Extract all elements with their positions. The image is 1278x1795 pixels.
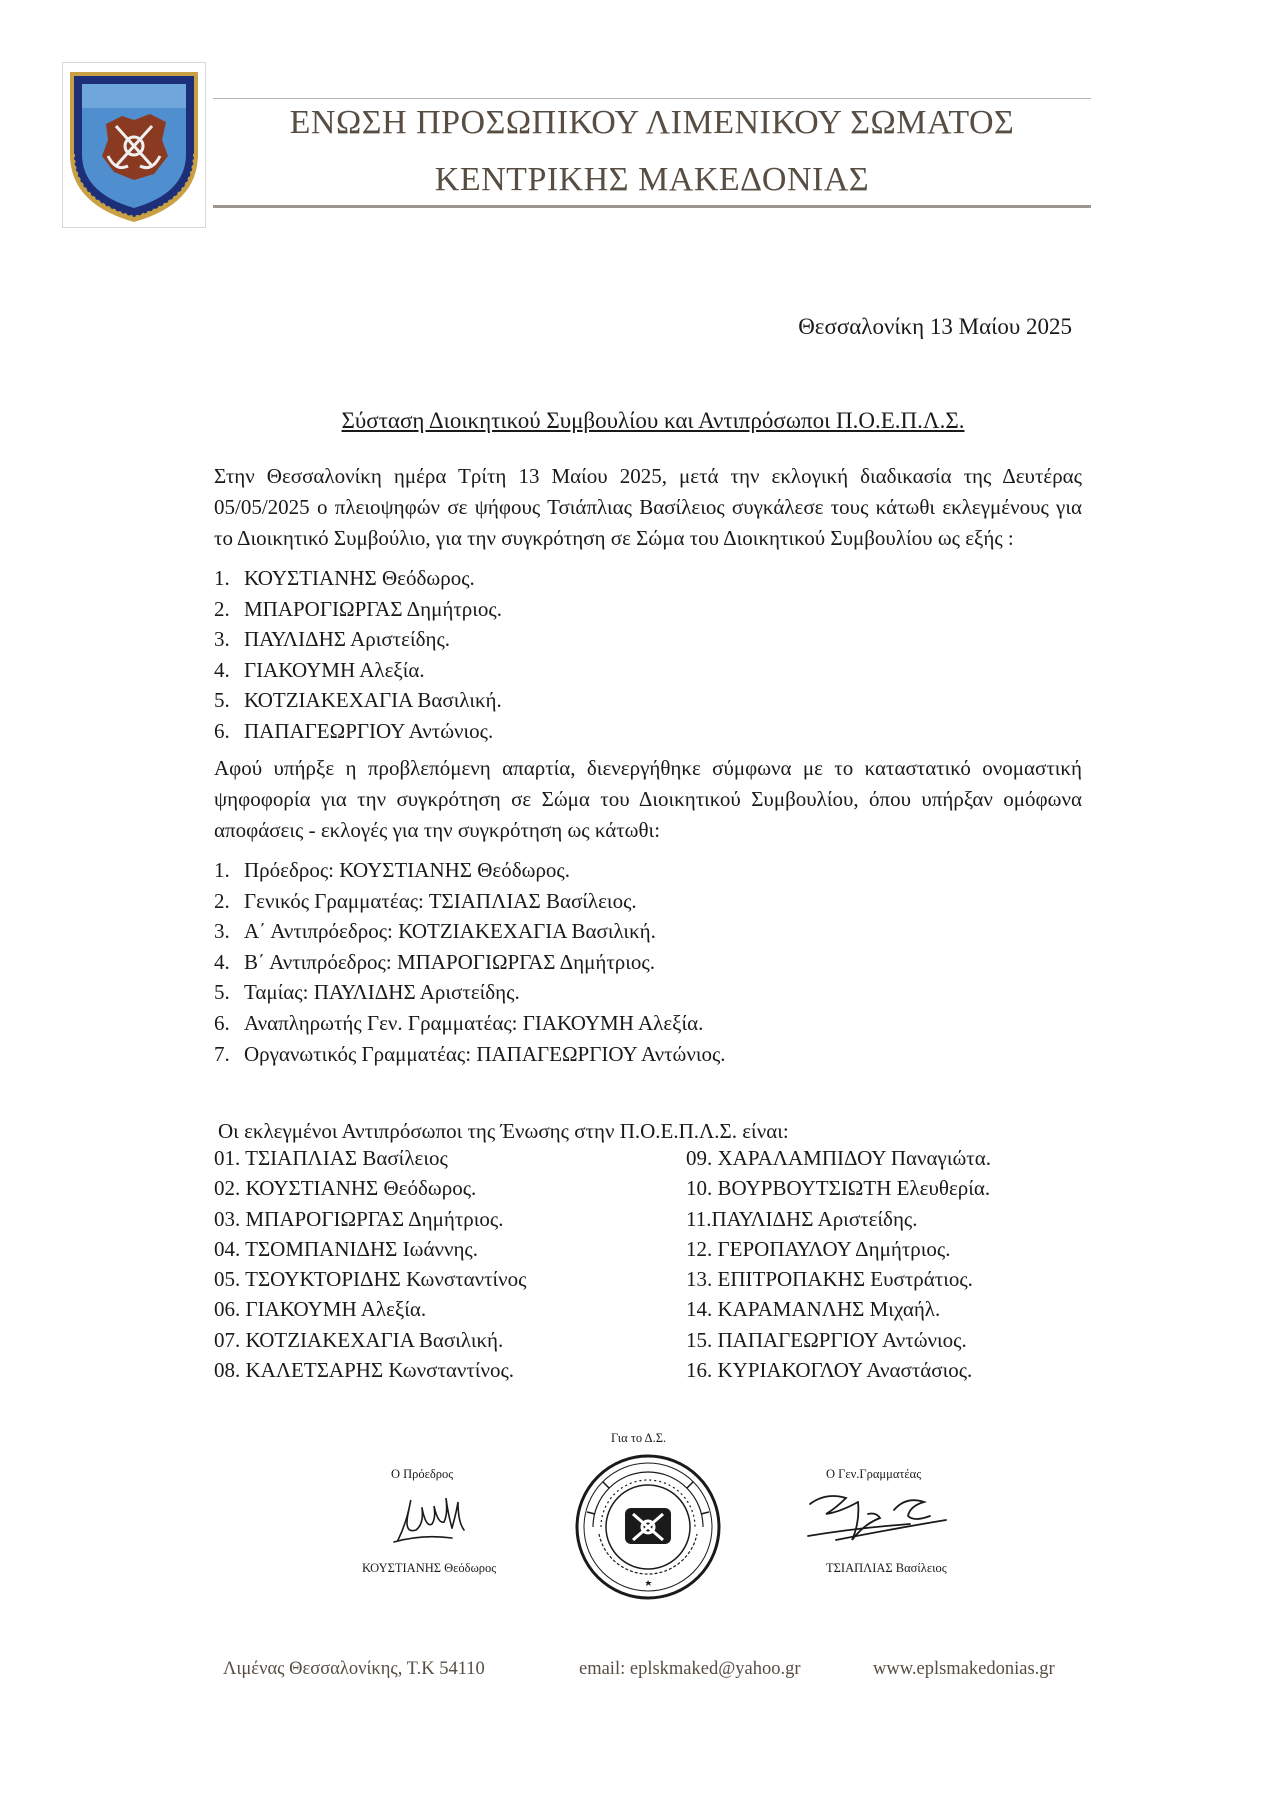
footer-email: email: eplskmaked@yahoo.gr xyxy=(579,1659,801,1679)
elected-members-list xyxy=(214,563,1082,747)
footer-address: Λιμένας Θεσσαλονίκης, Τ.Κ 54110 xyxy=(223,1659,485,1679)
list-item: 10. ΒΟΥΡΒΟΥΤΣΙΩΤΗ Ελευθερία. xyxy=(686,1176,991,1201)
organization-name-line1: ΕΝΩΣΗ ΠΡΟΣΩΠΙΚΟΥ ΛΙΜΕΝΙΚΟΥ ΣΩΜΑΤΟΣ xyxy=(289,104,1015,141)
list-item: 3. ΠΑΥΛΙΔΗΣ Αριστείδης. xyxy=(214,627,451,652)
intro-paragraph: Στην Θεσσαλονίκη ημέρα Τρίτη 13 Μαίου 2025, μετά την εκλογική διαδικασία της Δευτέρας 05/05/2025 ο πλειοψηφών σε ψήφους Τσιάπλιας Βασίλειος συγκάλεσε τους κάτωθι εκλεγμένους για το Διοικητικό Συμβούλιο, για την συγκρότηση σε Σώμα του Διοικητικού Συμβουλίου ως εξής : xyxy=(214,464,1082,550)
official-round-stamp-icon xyxy=(573,1452,723,1602)
secretary-name: ΤΣΙΑΠΛΙΑΣ Βασίλειος xyxy=(826,1561,947,1575)
president-signature-icon xyxy=(392,1484,472,1548)
list-item: 09. ΧΑΡΑΛΑΜΠΙΔΟΥ Παναγιώτα. xyxy=(686,1146,991,1170)
list-item: 15. ΠΑΠΑΓΕΩΡΓΙΟΥ Αντώνιος. xyxy=(686,1327,967,1352)
representatives-intro: Οι εκλεγμένοι Αντιπρόσωποι της Ένωσης στην Π.Ο.Ε.Π.Λ.Σ. είναι: xyxy=(218,1119,789,1143)
list-item: 3. Α΄ Αντιπρόεδρος: ΚΟΤΖΙΑΚΕΧΑΓΙΑ Βασιλική. xyxy=(214,919,656,944)
constitution-paragraph: Αφού υπήρξε η προβλεπόμενη απαρτία, διενεργήθηκε σύμφωνα με το καταστατικό ονομαστική ψηφοφορία για την συγκρότηση σε Σώμα του Διοικητικού Συμβουλίου, όπου υπήρξαν ομόφωνα αποφάσεις - εκλογές για την συγκρότηση ως κάτωθι: xyxy=(214,756,1082,842)
list-item: 5. ΚΟΤΖΙΑΚΕΧΑΓΙΑ Βασιλική. xyxy=(214,688,502,713)
document-title-text: Σύσταση Διοικητικού Συμβουλίου και Αντιπρόσωποι Π.Ο.Ε.Π.Λ.Σ. xyxy=(341,408,965,433)
list-item: 05. ΤΣΟΥΚΤΟΡΙΔΗΣ Κωνσταντίνος xyxy=(214,1267,527,1292)
secretary-label: Ο Γεν.Γραμματέας xyxy=(826,1467,922,1481)
representatives-list-left xyxy=(214,1143,527,1385)
footer-website: www.eplsmakedonias.gr xyxy=(873,1659,1055,1679)
list-item: 2. ΜΠΑΡΟΓΙΩΡΓΑΣ Δημήτριος. xyxy=(214,596,502,621)
list-item: 03. ΜΠΑΡΟΓΙΩΡΓΑΣ Δημήτριος. xyxy=(214,1206,504,1231)
president-label: Ο Πρόεδρος xyxy=(391,1467,454,1481)
list-item: 12. ΓΕΡΟΠΑΥΛΟΥ Δημήτριος. xyxy=(686,1236,951,1261)
list-item: 4. Β΄ Αντιπρόεδρος: ΜΠΑΡΟΓΙΩΡΓΑΣ Δημήτριος. xyxy=(214,949,655,974)
representatives-list-right xyxy=(686,1143,991,1385)
list-item: 04. ΤΣΟΜΠΑΝΙΔΗΣ Ιωάννης. xyxy=(214,1236,478,1261)
list-item: 2. Γενικός Γραμματέας: ΤΣΙΑΠΛΙΑΣ Βασίλειος. xyxy=(214,888,637,913)
document-date: Θεσσαλονίκη 13 Μαίου 2025 xyxy=(798,314,1072,339)
president-name: ΚΟΥΣΤΙΑΝΗΣ Θεόδωρος xyxy=(362,1561,497,1575)
for-board-label: Για το Δ.Σ. xyxy=(611,1431,667,1445)
list-item: 07. ΚΟΤΖΙΑΚΕΧΑΓΙΑ Βασιλική. xyxy=(214,1327,504,1352)
list-item: 14. ΚΑΡΑΜΑΝΛΗΣ Μιχαήλ. xyxy=(686,1297,941,1322)
secretary-signature-icon xyxy=(806,1488,956,1554)
organization-logo-icon xyxy=(62,62,206,228)
list-item: 08. ΚΑΛΕΤΣΑΡΗΣ Κωνσταντίνος. xyxy=(214,1358,515,1383)
list-item: 16. ΚΥΡΙΑΚΟΓΛΟΥ Αναστάσιος. xyxy=(686,1358,973,1383)
list-item: 6. Αναπληρωτής Γεν. Γραμματέας: ΓΙΑΚΟΥΜΗ Αλεξία. xyxy=(214,1010,704,1035)
list-item: 1. Πρόεδρος: ΚΟΥΣΤΙΑΝΗΣ Θεόδωρος. xyxy=(214,858,571,882)
list-item: 5. Ταμίας: ΠΑΥΛΙΔΗΣ Αριστείδης. xyxy=(214,980,520,1005)
list-item: 13. ΕΠΙΤΡΟΠΑΚΗΣ Ευστράτιος. xyxy=(686,1267,973,1292)
list-item: 6. ΠΑΠΑΓΕΩΡΓΙΟΥ Αντώνιος. xyxy=(214,718,494,743)
organization-name-line2: ΚΕΝΤΡΙΚΗΣ ΜΑΚΕΔΟΝΙΑΣ xyxy=(434,161,870,198)
header-divider-bottom xyxy=(213,205,1091,208)
board-positions-list xyxy=(214,855,1082,1069)
list-item: 01. ΤΣΙΑΠΛΙΑΣ Βασίλειος xyxy=(214,1146,448,1170)
list-item: 7. Οργανωτικός Γραμματέας: ΠΑΠΑΓΕΩΡΓΙΟΥ Αντώνιος. xyxy=(214,1041,726,1066)
list-item: 11.ΠΑΥΛΙΔΗΣ Αριστείδης. xyxy=(686,1206,918,1231)
list-item: 02. ΚΟΥΣΤΙΑΝΗΣ Θεόδωρος. xyxy=(214,1176,477,1201)
list-item: 1. ΚΟΥΣΤΙΑΝΗΣ Θεόδωρος. xyxy=(214,566,475,590)
document-title xyxy=(214,408,1092,434)
list-item: 4. ΓΙΑΚΟΥΜΗ Αλεξία. xyxy=(214,657,425,682)
list-item: 06. ΓΙΑΚΟΥΜΗ Αλεξία. xyxy=(214,1297,427,1322)
header-divider-top xyxy=(213,98,1091,99)
